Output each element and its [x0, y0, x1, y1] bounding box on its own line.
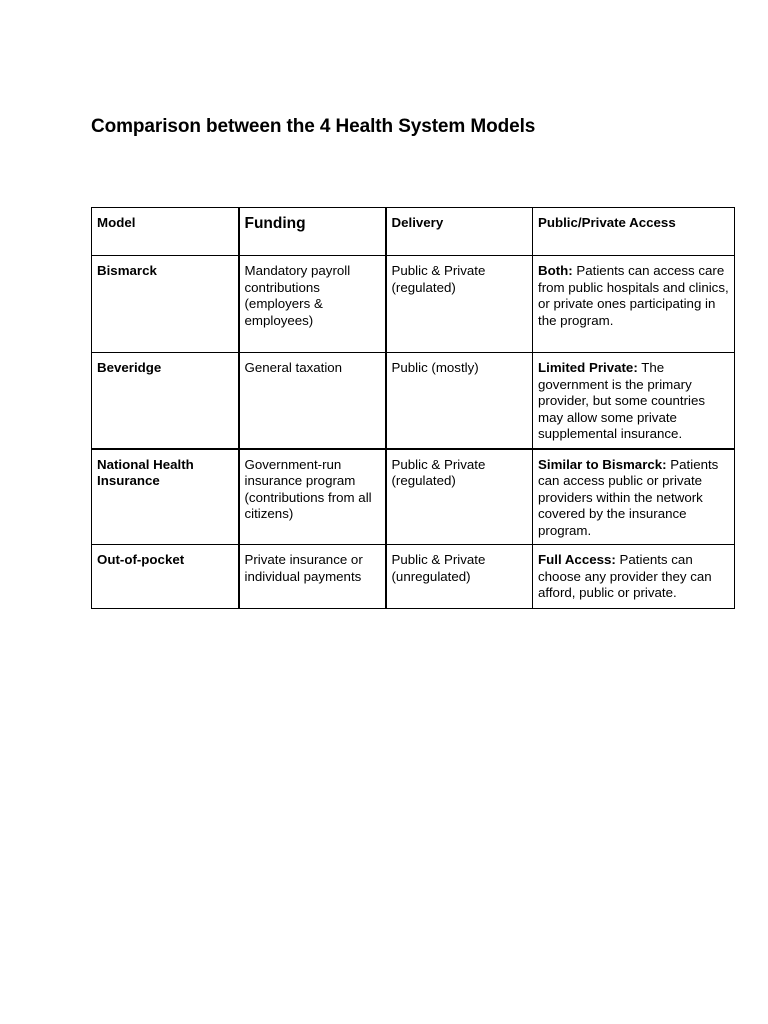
cell-access: [533, 256, 735, 353]
access-label: Limited Private:: [538, 360, 638, 375]
table-row: [92, 449, 735, 545]
access-text: Patients can access care from public hospitals and clinics, or private ones participating in the program.: [538, 263, 729, 328]
table-row: [92, 256, 735, 353]
cell-funding: Government-run insurance program (contributions from all citizens): [239, 449, 386, 545]
access-label: Similar to Bismarck:: [538, 456, 667, 472]
access-text: Patients can access public or private providers within the network covered by the insurance program.: [538, 456, 719, 538]
header-delivery: Delivery: [386, 208, 533, 256]
cell-delivery: Public & Private (regulated): [386, 256, 533, 353]
cell-access: [533, 353, 735, 449]
cell-model: Bismarck: [92, 256, 239, 353]
cell-delivery: Public & Private (regulated): [386, 449, 533, 545]
cell-access: [533, 545, 735, 609]
cell-access: [533, 449, 735, 545]
cell-model: National Health Insurance: [92, 449, 239, 545]
cell-model: Out-of-pocket: [92, 545, 239, 609]
access-text: The government is the primary provider, but some countries may allow some private supplemental insurance.: [538, 360, 706, 441]
header-model: Model: [92, 208, 239, 256]
comparison-table: [91, 207, 735, 609]
cell-funding: Private insurance or individual payments: [239, 545, 386, 609]
access-text: Patients can choose any provider they can afford, public or private.: [538, 552, 712, 600]
cell-funding: General taxation: [239, 353, 386, 449]
header-funding: Funding: [239, 208, 386, 256]
table-row: [92, 545, 735, 609]
access-label: Both:: [538, 263, 573, 278]
cell-delivery: Public & Private (unregulated): [386, 545, 533, 609]
cell-delivery: Public (mostly): [386, 353, 533, 449]
document-title: Comparison between the 4 Health System Models: [91, 116, 536, 137]
table-header-row: [92, 208, 735, 256]
header-access: Public/Private Access: [533, 208, 735, 256]
table-row: [92, 353, 735, 449]
cell-model: Beveridge: [92, 353, 239, 449]
access-label: Full Access:: [538, 552, 616, 567]
cell-funding: Mandatory payroll contributions (employers & employees): [239, 256, 386, 353]
